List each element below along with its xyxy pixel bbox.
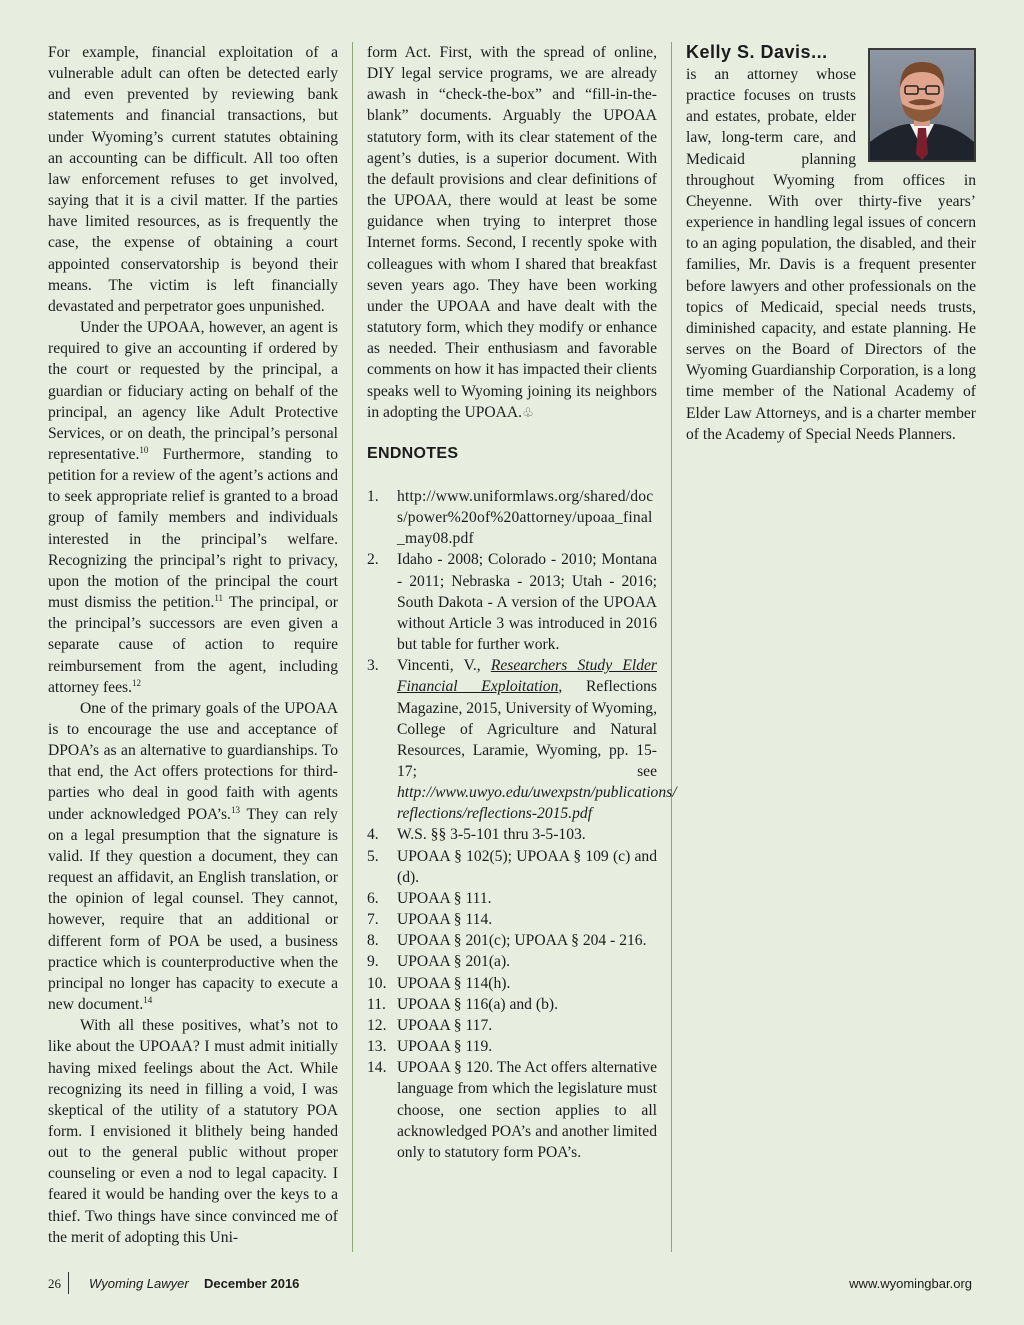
paragraph-text: The principal, or the principal’s successors are even given a separate cause of action to require reimbursement from the agent, including attorney fees. (48, 594, 338, 696)
author-bio-text: is an attorney whose practice focuses on trusts and estates, probate, elder law, long-term care, and Medicaid planning throughout Wyoming from offices in Cheyenne. With over thirty-five years’ experience in handling legal issues of concern to an aging population, the disabled, and their families, Mr. Davis is a frequent presenter before lawyers and other professionals on the topics of Medicaid, special needs trusts, diminished capacity, and estate planning. He serves on the Board of Directors of the Wyoming Guardianship Corporation, is a long time member of the National Academy of Elder Law Attorneys, and is a charter member of the Academy of Special Needs Planners. (686, 66, 976, 443)
endnote-text: Vincenti, V., (397, 657, 491, 675)
endnote-number: 4. (367, 826, 379, 844)
endnote-text: UPOAA § 201(c); UPOAA § 204 - 216. (397, 932, 647, 950)
article-title-link[interactable]: Researchers Study Elder Financial Exploitation (397, 657, 657, 696)
endnote-text: UPOAA § 114(h). (397, 974, 511, 992)
endnote-item (367, 655, 677, 824)
page-number: 26 (48, 1276, 61, 1291)
endnote-number: 3. (367, 657, 379, 675)
paragraph: With all these positives, what’s not to like about the UPOAA? I must admit initially having mixed feelings about the Act. While recognizing its need in filling a void, I was skeptical of the utility of a statutory POA form. I envisioned it blithely being handed out to the general public without proper counseling or even a nod to legal capacity. I feared it would be handing over the keys to a thief. Two things have since convinced me of the merit of adopting this Uni- (48, 1017, 338, 1246)
endnote-item (367, 486, 657, 549)
endnote-item (367, 1057, 657, 1163)
paragraph-text: Furthermore, standing to petition for a review of the agent’s actions and to seek appropriate relief is granted to a broad group of family members and individuals interested in the principal’s welfare. Recognizing the principal’s right to privacy, upon the motion of the principal the court must dismiss the petition. (48, 445, 338, 612)
endnote-text: UPOAA § 117. (397, 1016, 493, 1034)
endnote-text: UPOAA § 102(5); UPOAA § 109 (c) and (d). (397, 847, 657, 886)
endnote-link[interactable]: http://www.uwyo.edu/uwexpstn/publications/ reflections/reflections-2015.pdf (397, 784, 677, 823)
column-divider (352, 42, 353, 1252)
endnote-link[interactable]: http://www.uniformlaws.org/shared/docs/power%20of%20attorney/upoaa_final_may08.pdf (397, 487, 654, 548)
endnote-item (367, 1036, 657, 1057)
endnote-item (367, 824, 657, 845)
paragraph (367, 42, 657, 423)
endnote-item (367, 951, 657, 972)
endnote-number: 1. (367, 487, 379, 505)
endnote-number: 11. (367, 995, 386, 1013)
endnote-item (367, 549, 657, 655)
website-link[interactable]: www.wyomingbar.org (849, 1276, 972, 1291)
endnote-item (367, 846, 657, 888)
endnotes-heading: ENDNOTES (367, 444, 459, 462)
endnote-text: W.S. §§ 3-5-101 thru 3-5-103. (397, 826, 586, 844)
endnote-item (367, 888, 657, 909)
endnotes-list (367, 486, 677, 1163)
paragraph-text: Under the UPOAA, however, an agent is required to give an accounting if ordered by the court or requested by the principal, a guardian or fiduciary acting on behalf of the principal, an agency like Adult Protective Services, or on death, the principal’s personal representative. (48, 319, 338, 463)
endnote-number: 14. (367, 1059, 387, 1077)
footnote-ref: 14 (143, 994, 153, 1005)
paragraph (48, 317, 338, 698)
footer-divider (68, 1272, 69, 1294)
endnote-text: , Reflections Magazine, 2015, University of Wyoming, College of Agriculture and Natural Resources, Laramie, Wyoming, pp. 15-17; see (397, 678, 657, 780)
issue-date: December 2016 (204, 1276, 300, 1291)
footnote-ref: 13 (230, 804, 240, 815)
endnote-text: UPOAA § 120. The Act offers alternative language from which the legislature must choose, one section applies to all acknowledged POA’s and another limited only to statutory form POA’s. (397, 1059, 657, 1161)
endnote-item (367, 973, 657, 994)
paragraph (48, 698, 338, 1015)
endnote-number: 12. (367, 1016, 387, 1034)
article-column-2 (367, 42, 677, 1163)
footnote-ref: 10 (139, 444, 149, 455)
footnote-ref: 11 (214, 592, 224, 603)
author-bio-column (686, 42, 976, 445)
endnote-item (367, 930, 657, 951)
endnote-number: 2. (367, 551, 379, 569)
endnote-text: UPOAA § 201(a). (397, 953, 511, 971)
column-divider (671, 42, 672, 1252)
page-footer (48, 1274, 976, 1294)
paragraph-text: form Act. First, with the spread of online, DIY legal service programs, we are already awash in “check-the-box” and “fill-in-the-blank” documents. Arguably the UPOAA statutory form, with its clear statement of the agent’s duties, is a superior document. With the default provisions and clear definitions of the UPOAA, there would at least be some guidance when trying to interpret those Internet forms. Second, I recently spoke with colleagues with whom I shared that breakfast seven years ago. They have been working under the UPOAA and have dealt with the statutory form, which they modify or enhance as needed. Their enthusiasm and favorable comments on how it has impacted their clients speaks well to Wyoming joining its neighbors in adopting the UPOAA. (367, 44, 657, 421)
footnote-ref: 12 (132, 677, 141, 688)
paragraph: For example, financial exploitation of a vulnerable adult can often be detected early and even prevented by reviewing bank statements and financial transactions, but under Wyoming’s current statutes obtaining an accounting can be difficult. All too often law enforcement refuses to get involved, saying that it is a civil matter. If the parties have limited resources, as is frequently the case, the expense of obtaining a court appointed conservatorship is beyond their means. The victim is left financially devastated and perpetrator goes unpunished. (48, 44, 338, 315)
endnote-text: UPOAA § 116(a) and (b). (397, 995, 558, 1013)
endnote-text: UPOAA § 119. (397, 1038, 493, 1056)
article-column-1 (48, 42, 338, 1248)
paragraph-text: One of the primary goals of the UPOAA is to encourage the use and acceptance of DPOA’s as an alternative to guardianships. To that end, the Act offers protections for third-parties who deal in good faith with agents under acknowledged POA’s. (48, 699, 338, 823)
endnote-item (367, 994, 657, 1015)
magazine-name: Wyoming Lawyer (89, 1276, 189, 1291)
author-photo (868, 48, 976, 162)
endnote-text: UPOAA § 111. (397, 889, 492, 907)
endnote-number: 13. (367, 1038, 387, 1056)
endnote-number: 10. (367, 974, 387, 992)
endnote-text: UPOAA § 114. (397, 911, 493, 929)
endnote-number: 8. (367, 932, 379, 950)
endnote-number: 9. (367, 953, 379, 971)
endnote-number: 6. (367, 889, 379, 907)
endnote-number: 5. (367, 847, 379, 865)
author-name: Kelly S. Davis... (686, 42, 828, 62)
end-of-article-icon: ♧ (522, 404, 534, 420)
author-portrait (870, 50, 974, 160)
endnote-text: Idaho - 2008; Colorado - 2010; Montana - 2011; Nebraska - 2013; Utah - 2016; South Dakota - A version of the UPOAA without Article 3 was introduced in 2016 but table for further work. (397, 551, 657, 654)
endnote-number: 7. (367, 911, 379, 929)
endnote-item (367, 1015, 657, 1036)
paragraph-text: They can rely on a legal presumption that the signature is valid. If they question a document, they can request an affidavit, an English translation, or the opinion of legal counsel. They cannot, however, require that an additional or different form of POA be used, a business practice which is counterproductive when the principal no longer has capacity to execute a new document. (48, 805, 338, 1014)
endnote-item (367, 909, 657, 930)
